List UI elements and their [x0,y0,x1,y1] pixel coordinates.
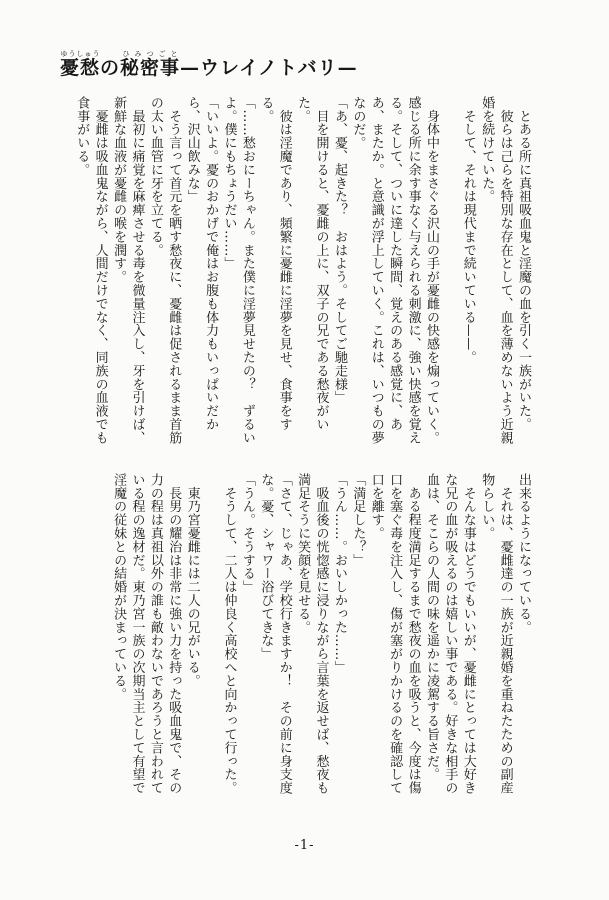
paragraph: 彼は淫魔であり、頻繁に憂雌に淫夢を見せ、食事をする。 [258,96,292,431]
title-kanji-1: 憂愁 [60,57,101,79]
dialogue-line: 「うん……。おいしかった……」 [331,473,347,674]
paragraph: そして、それは現代まで続いている——。 [460,96,476,364]
paragraph: そんな事はどうでもいいが、憂雌にとっては大好きな兄の血が吸えるのは嬉しい事である。好きな相手の血は、そこらの人間の味を遥かに凌駕する旨さだ。 [423,473,476,795]
paragraph: 吸血後の恍惚感に浸りながら言葉を返せば、愁夜も満足そうに笑顔を見せる。 [295,473,329,795]
paragraph-spacer [201,473,219,803]
paragraph: それは、憂雌達の一族が近親婚を重ねたための副産物らしい。 [479,473,513,795]
paragraph: 彼らは己らを特別な存在として、血を薄めないよう近親婚を続けていた。 [479,96,513,445]
title-kanji-2: 秘密事 [120,57,181,79]
title-word-2 [120,50,181,79]
paragraph: ある程度満足するまで愁夜の血を吸うと、今度は傷口を塞ぐ毒を注入し、傷が塞がりかけるのを確認して口を離す。 [368,473,421,795]
title-area [60,50,569,83]
page-number: -1- [294,838,315,853]
paragraph: そう言って首元を晒す愁夜に、憂雌は促されるまま首筋の太い血管に牙を立てる。 [147,96,182,445]
title-ruby-2: ひみつごと [120,50,181,58]
dialogue-line: 「さて、じゃあ、学校行きますか！ その前に身支度な。憂、シャワー浴びてきな」 [258,473,292,795]
dialogue-line: 「……愁おにーちゃん。また僕に淫夢見せたの？ ずるいよ。僕にもちょうだい……」 [221,96,255,445]
title-word-1 [60,50,101,79]
dialogue-line: 「あ、憂、起きた？ おはよう。そしてご馳走様」 [331,96,347,405]
paragraph: 目を開けると、憂雌の上に、双子の兄である愁夜がいた。 [295,96,329,431]
title-subtitle: —ウレイノトバリ— [180,57,358,79]
paragraph: 身体中をまさぐる沢山の手が憂雌の快感を煽っていく。感じる所に余す事なく与えられる刺激に、強い快感を覚える。そして、ついに達した瞬間、覚えのある感覚に、ああ、またか。と意識が浮上していく。これは、いつもの夢なのだ。 [350,96,439,445]
paragraph: 最初に痛覚を麻痺させる毒を微量注入し、牙を引けば、新鮮な血液が憂雌の喉を潤す。 [111,96,145,445]
paragraph: とある所に真祖吸血鬼と淫魔の血を引く一族がいた。 [516,96,531,431]
lower-text-block [64,473,532,803]
paragraph: 出来るようになっている。 [516,473,531,634]
dialogue-line: 「うん。そうする」 [239,473,255,594]
title-particle: の [100,57,121,79]
title-ruby-1: ゆうしゅう [60,50,101,58]
page-title [60,50,569,83]
paragraph: 憂雌は吸血鬼ながら、人間だけでなく、同族の血液でも食事がいる。 [74,96,108,445]
paragraph: 長男の耀治は非常に強い力を持った吸血鬼で、その力の程は真祖以外の誰も敵わないであろうと言われている程の逸材だ。東乃宮一族の次期当主として有望で淫魔の従妹との結婚が決まっている。 [111,473,182,795]
paragraph: 東乃宮憂雌には二人の兄がいる。 [184,473,200,688]
paragraph-spacer [440,96,458,452]
dialogue-line: 「満足した？」 [350,473,366,567]
upper-text-block [64,96,532,452]
dialogue-line: 「いいよ。憂のおかげで俺はお腹も体力もいっぱいだから、沢山飲みな」 [184,96,219,431]
paragraph: そうして、二人は仲良く高校へと向かって行った。 [221,473,237,795]
